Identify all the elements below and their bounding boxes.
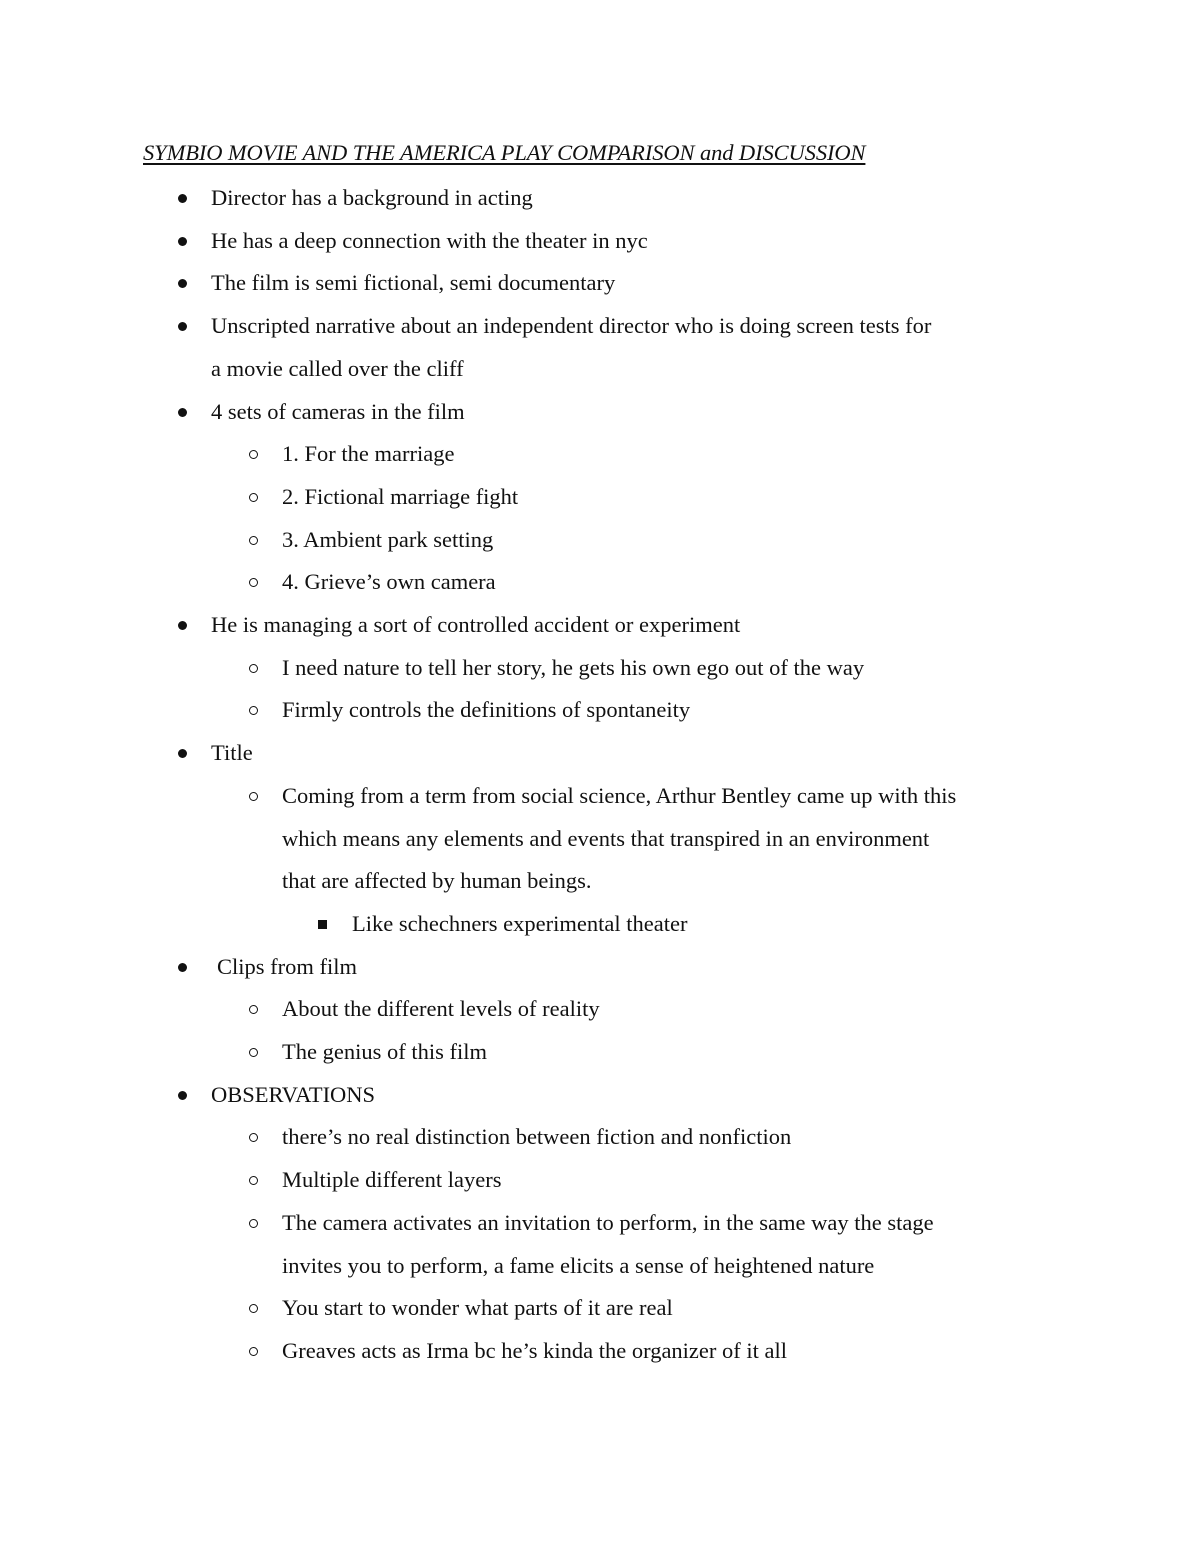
list-item [0, 946, 1200, 989]
hollow-circle-bullet-icon [249, 775, 267, 818]
list-item [0, 177, 1200, 220]
list-item-text: Director has a background in acting [211, 185, 533, 210]
list-item [0, 1074, 1200, 1117]
document-title: SYMBIO MOVIE AND THE AMERICA PLAY COMPARISON and DISCUSSION [143, 140, 866, 165]
hollow-circle-bullet-icon [249, 519, 267, 562]
hollow-circle-bullet-icon [249, 1031, 267, 1074]
hollow-circle-bullet-icon [249, 647, 267, 690]
list-item-text: I need nature to tell her story, he gets his own ego out of the way [282, 654, 865, 680]
list-item [0, 689, 1200, 732]
filled-circle-bullet-icon [178, 1074, 196, 1117]
hollow-circle-bullet-icon [249, 433, 267, 476]
list-item-text: OBSERVATIONS [211, 1081, 376, 1107]
list-item [0, 1116, 1200, 1159]
hollow-circle-bullet-icon [249, 1202, 267, 1245]
list-item [0, 220, 1200, 263]
list-item-text: He is managing a sort of controlled accident or experiment [211, 612, 741, 637]
filled-circle-bullet-icon [178, 946, 196, 989]
list-item [0, 647, 1200, 690]
list-item [0, 1245, 1200, 1288]
list-item-text: that are affected by human beings. [282, 868, 592, 894]
filled-circle-bullet-icon [178, 220, 196, 263]
list-item-text: You start to wonder what parts of it are real [282, 1295, 673, 1321]
list-item [0, 348, 1200, 391]
list-item-text: Coming from a term from social science, Arthur Bentley came up with this [282, 782, 957, 808]
hollow-circle-bullet-icon [249, 1330, 267, 1373]
list-item-text: Multiple different layers [282, 1167, 502, 1193]
list-item [0, 433, 1200, 476]
list-item [0, 1202, 1200, 1245]
list-item [0, 604, 1200, 647]
list-item-text: The film is semi fictional, semi documentary [211, 270, 616, 296]
list-item [0, 988, 1200, 1031]
list-item [0, 561, 1200, 604]
hollow-circle-bullet-icon [249, 1159, 267, 1202]
list-item-text: The genius of this film [282, 1039, 487, 1064]
list-item-text: Like schechners experimental theater [352, 910, 688, 936]
list-item [0, 1330, 1200, 1373]
hollow-circle-bullet-icon [249, 476, 267, 519]
filled-square-bullet-icon [318, 903, 336, 946]
list-item [0, 775, 1200, 818]
filled-circle-bullet-icon [178, 177, 196, 220]
list-item-text: a movie called over the cliff [211, 355, 464, 381]
list-item-text: invites you to perform, a fame elicits a sense of heightened nature [282, 1252, 875, 1278]
list-item-text: About the different levels of reality [282, 996, 600, 1022]
list-item-text: 1. For the marriage [282, 441, 455, 467]
list-item [0, 1159, 1200, 1202]
list-item-text: Greaves acts as Irma bc he’s kinda the organizer of it all [282, 1337, 788, 1363]
hollow-circle-bullet-icon [249, 1116, 267, 1159]
list-item-text: 4. Grieve’s own camera [282, 569, 496, 595]
list-item [0, 391, 1200, 434]
hollow-circle-bullet-icon [249, 689, 267, 732]
list-item-text: there’s no real distinction between fiction and nonfiction [282, 1124, 792, 1150]
list-item-text: which means any elements and events that transpired in an environment [282, 825, 930, 851]
filled-circle-bullet-icon [178, 391, 196, 434]
list-item-text: He has a deep connection with the theater in nyc [211, 227, 648, 253]
list-item [0, 903, 1200, 946]
list-item-text: 2. Fictional marriage fight [282, 483, 519, 509]
filled-circle-bullet-icon [178, 732, 196, 775]
list-item [0, 519, 1200, 562]
hollow-circle-bullet-icon [249, 561, 267, 604]
filled-circle-bullet-icon [178, 604, 196, 647]
list-item-text: 3. Ambient park setting [282, 526, 494, 552]
list-item [0, 1031, 1200, 1074]
list-item-text: The camera activates an invitation to perform, in the same way the stage [282, 1209, 934, 1235]
hollow-circle-bullet-icon [249, 988, 267, 1031]
list-item-text: Title [211, 740, 253, 766]
list-item [0, 1287, 1200, 1330]
list-item-text: Unscripted narrative about an independent director who is doing screen tests for [211, 313, 932, 339]
filled-circle-bullet-icon [178, 262, 196, 305]
filled-circle-bullet-icon [178, 305, 196, 348]
list-item-text: 4 sets of cameras in the film [211, 398, 465, 424]
list-item [0, 262, 1200, 305]
list-item [0, 305, 1200, 348]
list-item-text: Clips from film [217, 953, 357, 979]
list-item [0, 476, 1200, 519]
list-item [0, 818, 1200, 861]
list-item [0, 732, 1200, 775]
list-item-text: Firmly controls the definitions of spontaneity [282, 697, 691, 723]
list-item [0, 860, 1200, 903]
hollow-circle-bullet-icon [249, 1287, 267, 1330]
